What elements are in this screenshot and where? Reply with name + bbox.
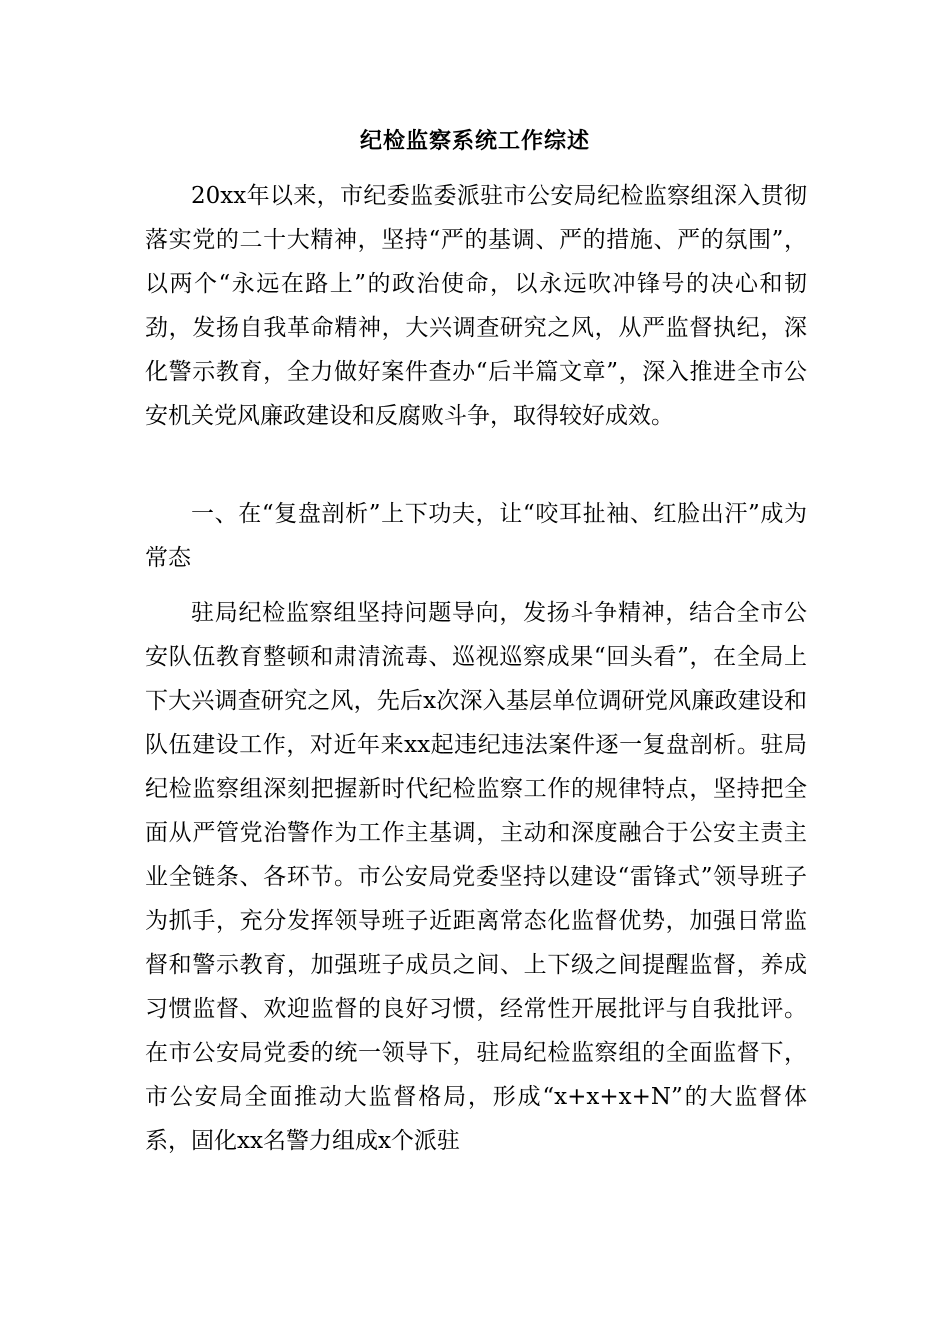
intro-paragraph: 20xx年以来，市纪委监委派驻市公安局纪检监察组深入贯彻落实党的二十大精神，坚持“严的基调、严的措施、严的氛围”，以两个“永远在路上”的政治使命，以永远吹冲锋号的决心和韧劲，发扬自我革命精神，大兴调查研究之风，从严监督执纪，深化警示教育，全力做好案件查办“后半篇文章”，深入推进全市公安机关党风廉政建设和反腐败斗争，取得较好成效。 bbox=[145, 183, 807, 429]
body-paragraph: 驻局纪检监察组坚持问题导向，发扬斗争精神，结合全市公安队伍教育整顿和肃清流毒、巡视巡察成果“回头看”，在全局上下大兴调查研究之风，先后x次深入基层单位调研党风廉政建设和队伍建设工作，对近年来xx起违纪违法案件逐一复盘剖析。驻局纪检监察组深刻把握新时代纪检监察工作的规律特点，坚持把全面从严管党治警作为工作主基调，主动和深度融合于公安主责主业全链条、各环节。市公安局党委坚持以建设“雷锋式”领导班子为抓手，充分发挥领导班子近距离常态化监督优势，加强日常监督和警示教育，加强班子成员之间、上下级之间提醒监督，养成习惯监督、欢迎监督的良好习惯，经常性开展批评与自我批评。在市公安局党委的统一领导下，驻局纪检监察组的全面监督下，市公安局全面推动大监督格局，形成“x+x+x+N”的大监督体系，固化xx名警力组成x个派驻 bbox=[145, 600, 807, 1154]
document-title: 纪检监察系统工作综述 bbox=[359, 128, 590, 154]
section-heading-1: 一、在“复盘剖析”上下功夫，让“咬耳扯袖、红脸出汗”成为常态 bbox=[145, 501, 807, 571]
